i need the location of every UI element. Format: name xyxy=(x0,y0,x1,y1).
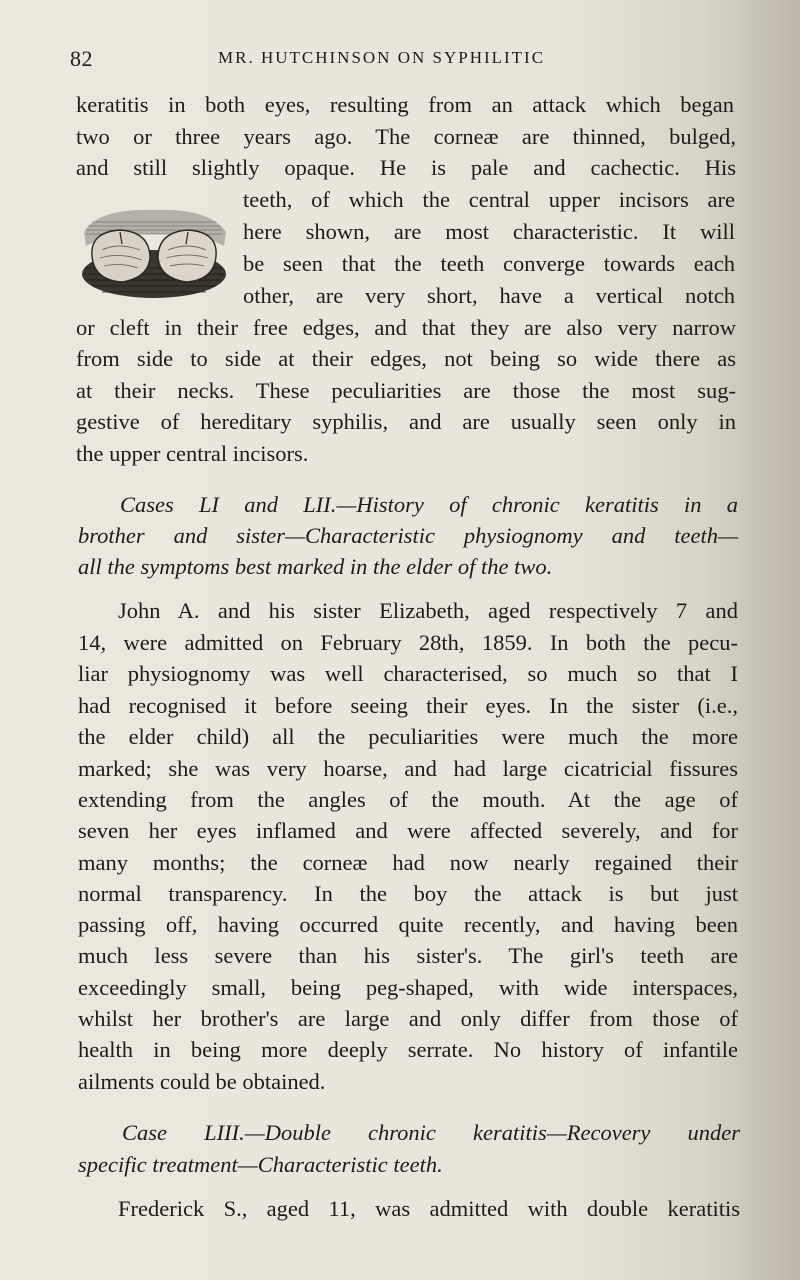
caption-line: brother and sister—Characteristic physiognomy and teeth— xyxy=(78,523,738,548)
text-line: normal transparency. In the boy the attack is but just xyxy=(78,881,738,906)
text-line: John A. and his sister Elizabeth, aged respectively 7 and xyxy=(118,598,738,623)
text-line: exceedingly small, being peg-shaped, with wide interspaces, xyxy=(78,975,738,1000)
text-line: Frederick S., aged 11, was admitted with double keratitis xyxy=(118,1196,740,1221)
text-line: or cleft in their free edges, and that they are also very narrow xyxy=(76,315,736,340)
text-line: many months; the corneæ had now nearly regained their xyxy=(78,850,738,875)
caption-line: all the symptoms best marked in the elder of the two. xyxy=(78,554,553,579)
teeth-illustration-icon xyxy=(78,202,230,302)
text-line: two or three years ago. The corneæ are thinned, bulged, xyxy=(76,124,736,149)
text-line: had recognised it before seeing their eyes. In the sister (i.e., xyxy=(78,693,738,718)
text-line: seven her eyes inflamed and were affected severely, and for xyxy=(78,818,738,843)
text-line: ailments could be obtained. xyxy=(78,1069,326,1094)
text-line: keratitis in both eyes, resulting from an attack which began xyxy=(76,92,734,117)
text-line: passing off, having occurred quite recently, and having been xyxy=(78,912,738,937)
text-line: from side to side at their edges, not being so wide there as xyxy=(76,346,736,371)
text-line: health in being more deeply serrate. No history of infantile xyxy=(78,1037,738,1062)
caption-line: specific treatment—Characteristic teeth. xyxy=(78,1152,443,1177)
running-head: MR. HUTCHINSON ON SYPHILITIC xyxy=(218,48,546,67)
text-line: the upper central incisors. xyxy=(76,441,309,466)
caption-line: Cases LI and LII.—History of chronic keratitis in a xyxy=(120,492,738,517)
text-line: whilst her brother's are large and only differ from those of xyxy=(78,1006,738,1031)
text-line: teeth, of which the central upper incisors are xyxy=(243,187,735,212)
text-line: liar physiognomy was well characterised, so much so that I xyxy=(78,661,738,686)
text-line: extending from the angles of the mouth. At the age of xyxy=(78,787,738,812)
text-line: be seen that the teeth converge towards each xyxy=(243,251,735,276)
text-line: and still slightly opaque. He is pale and cachectic. His xyxy=(76,155,736,180)
text-line: at their necks. These peculiarities are those the most sug- xyxy=(76,378,736,403)
text-line: here shown, are most characteristic. It will xyxy=(243,219,735,244)
text-line: the elder child) all the peculiarities were much the more xyxy=(78,724,738,749)
text-line: 14, were admitted on February 28th, 1859. In both the pecu- xyxy=(78,630,738,655)
text-line: other, are very short, have a vertical notch xyxy=(243,283,735,308)
text-line: marked; she was very hoarse, and had large cicatricial fissures xyxy=(78,756,738,781)
page-number: 82 xyxy=(70,46,93,71)
text-line: much less severe than his sister's. The girl's teeth are xyxy=(78,943,738,968)
caption-line: Case LIII.—Double chronic keratitis—Recovery under xyxy=(122,1120,740,1145)
text-line: gestive of hereditary syphilis, and are usually seen only in xyxy=(76,409,736,434)
